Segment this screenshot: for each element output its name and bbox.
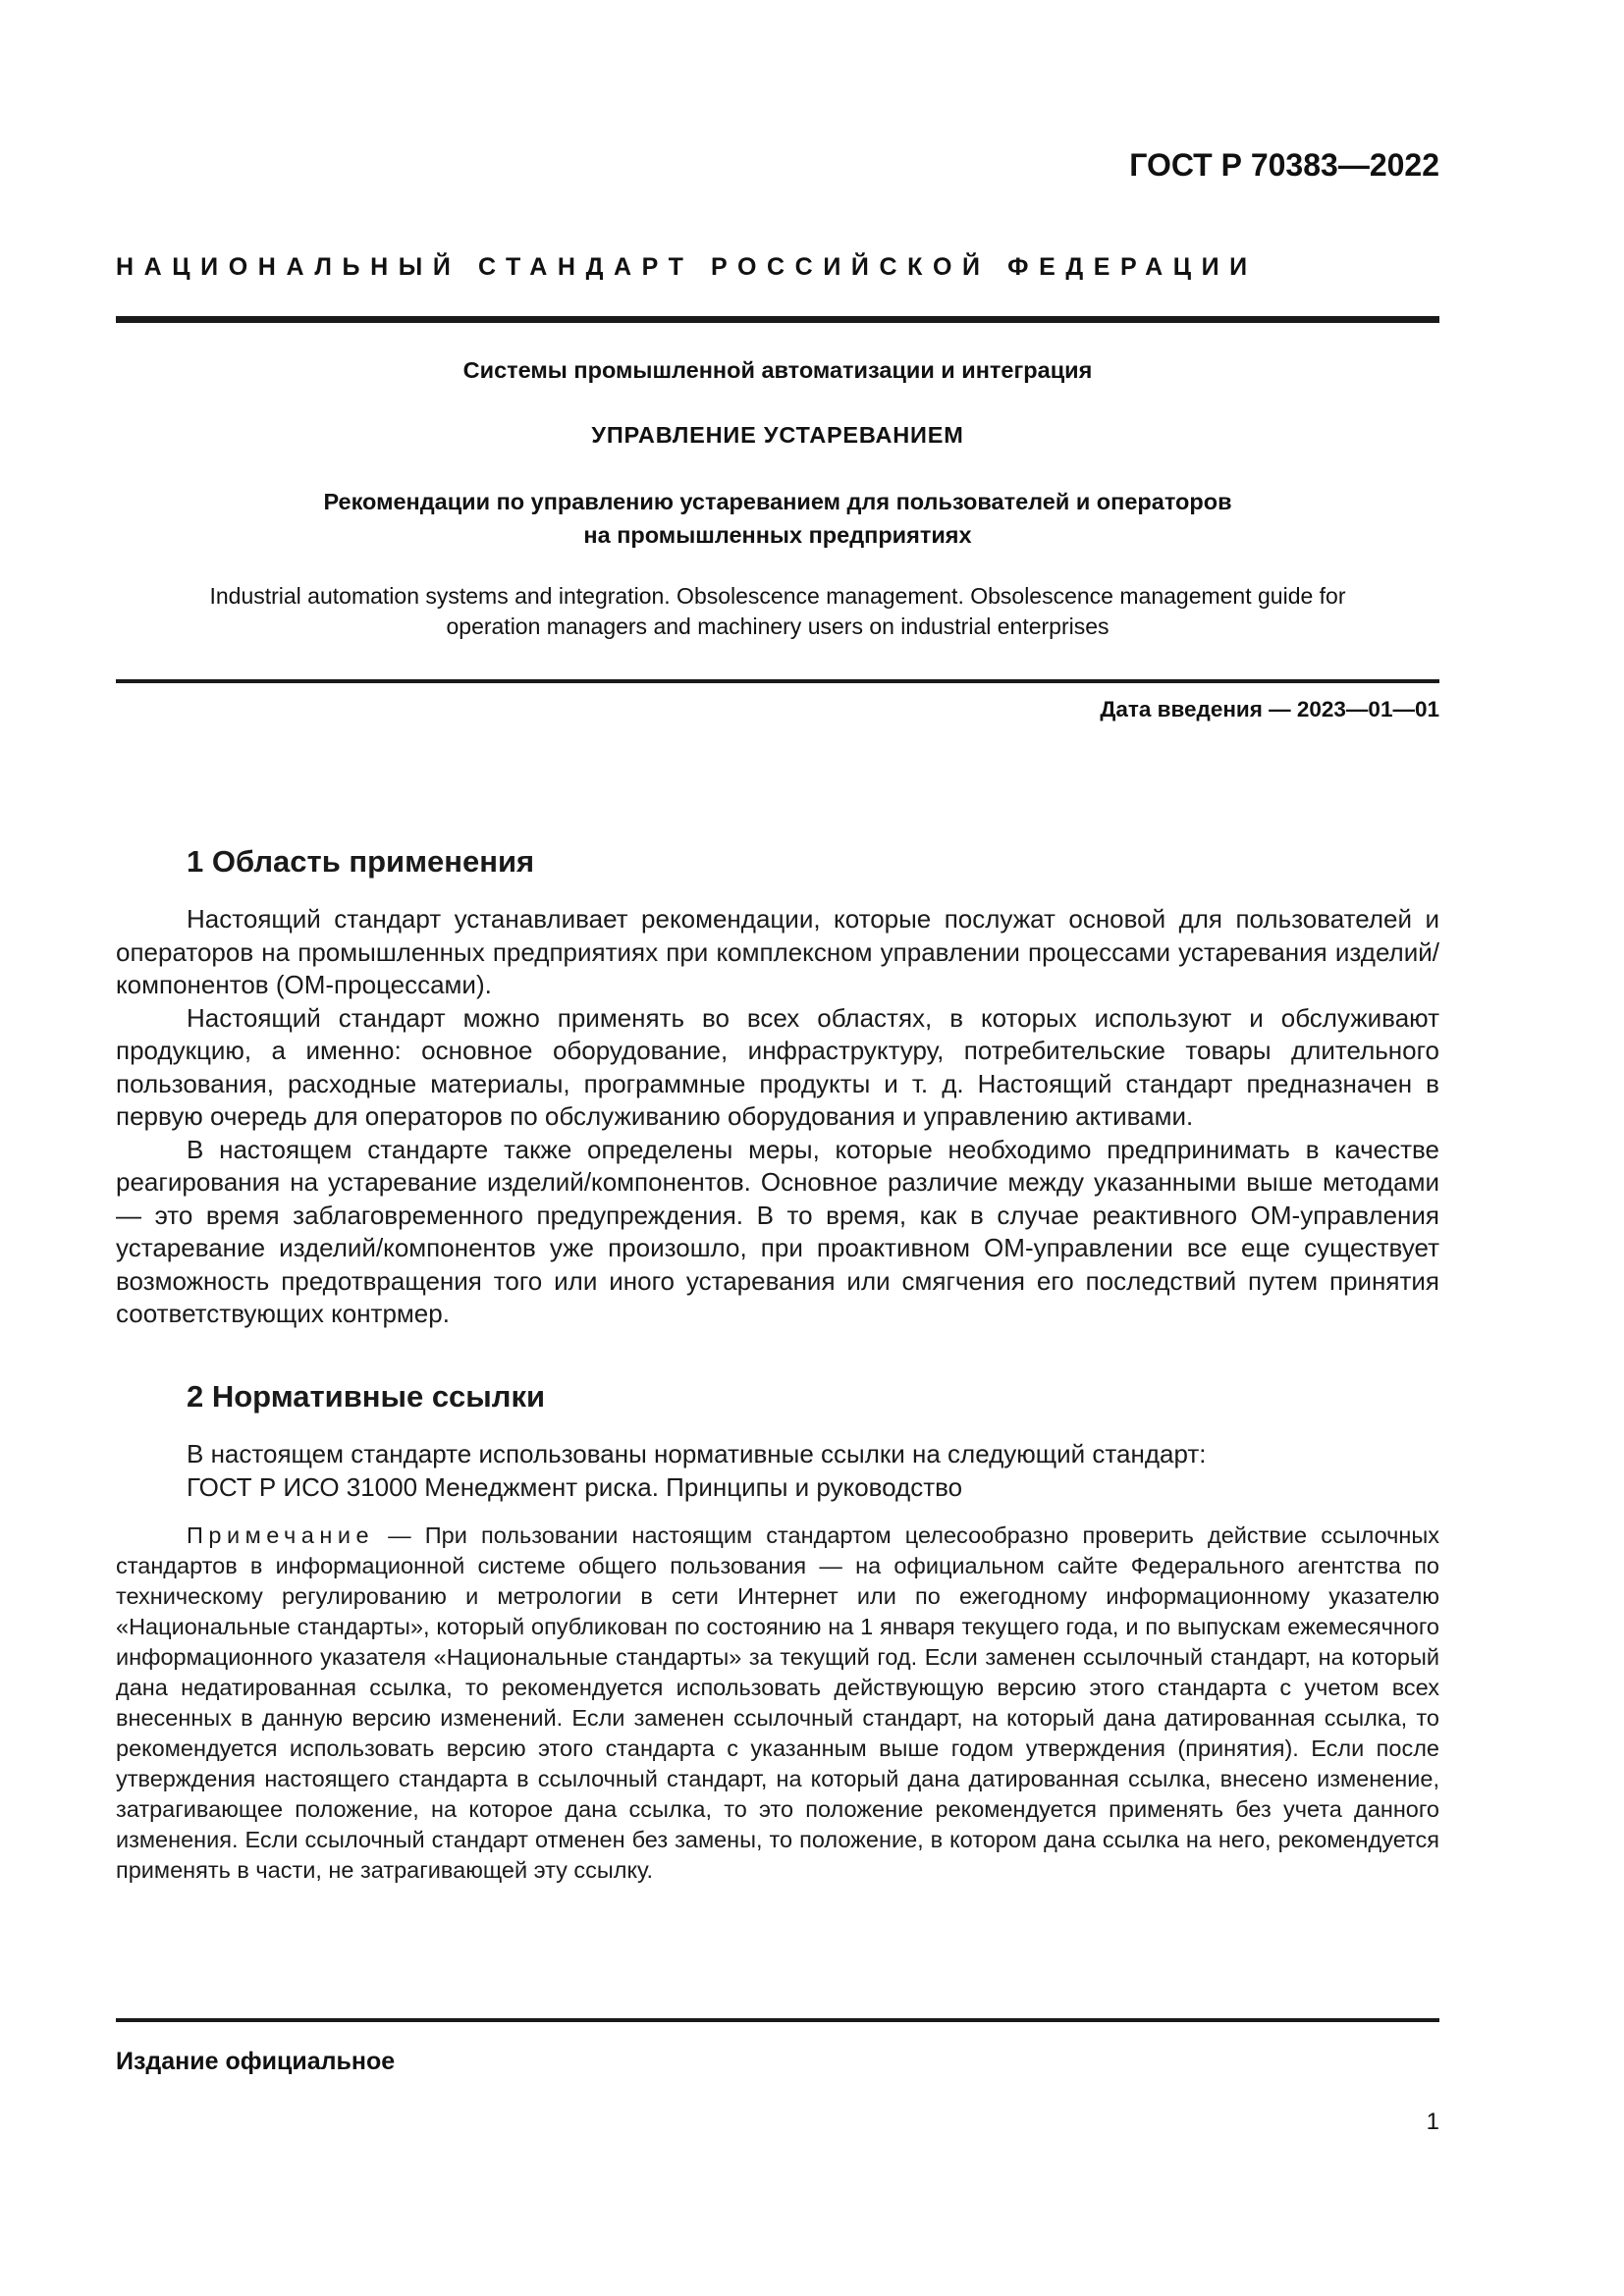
title-divider <box>116 679 1439 683</box>
note-text: — При пользовании настоящим стандартом целесообразно проверить действие ссылочных стандартов в информационной системе общего пользования — на официальном сайте Федерального агентства по техническому регулированию и метрологии в сети Интернет или по ежегодному информационному указателю «Национальные стандарты», который опубликован по состоянию на 1 января текущего года, и по выпускам ежемесячного информационного указателя «Национальные стандарты» за текущий год. Если заменен ссылочный стандарт, на который дана недатированная ссылка, то рекомендуется использовать действующую версию этого стандарта с учетом всех внесенных в данную версию изменений. Если заменен ссылочный стандарт, на который дана датированная ссылка, то рекомендуется использовать версию этого стандарта с указанным выше годом утверждения (принятия). Если после утверждения настоящего стандарта в ссылочный стандарт, на который дана датированная ссылка, внесено изменение, затрагивающее положение, на которое дана ссылка, то это положение рекомендуется применять без учета данного изменения. Если ссылочный стандарт отменен без замены, то положение, в котором дана ссылка на него, рекомендуется применять в части, не затрагивающей эту ссылку. <box>116 1522 1439 1883</box>
footer-divider <box>116 2018 1439 2022</box>
section-2-body <box>116 1438 1439 1504</box>
note-paragraph <box>116 1521 1439 1886</box>
official-edition-label: Издание официальное <box>116 2048 396 2075</box>
section-2-note <box>116 1521 1439 1886</box>
page-number: 1 <box>1426 2109 1439 2135</box>
sub-title <box>116 485 1439 552</box>
series-title: Системы промышленной автоматизации и интеграция <box>462 357 1093 383</box>
section-2-reference: ГОСТ Р ИСО 31000 Менеджмент риска. Принципы и руководство <box>187 1471 963 1502</box>
section-1-body <box>116 903 1439 1331</box>
section-1-heading: 1 Область применения <box>187 844 535 879</box>
english-title-line-1: Industrial automation systems and integration. Obsolescence management. Obsolescence management guide for <box>209 583 1346 609</box>
note-label: Примечание <box>187 1522 375 1548</box>
english-title <box>116 581 1439 642</box>
document-number: ГОСТ Р 70383—2022 <box>1129 147 1439 183</box>
introduction-date: Дата введения — 2023—01—01 <box>1100 697 1439 721</box>
section-2-heading: 2 Нормативные ссылки <box>187 1379 546 1414</box>
section-1-paragraph-2: Настоящий стандарт можно применять во всех областях, в которых используют и обслуживают продукцию, а именно: основное оборудование, инфраструктуру, потребительские товары длительного пользования, расходные материалы, программные продукты и т. д. Настоящий стандарт предназначен в первую очередь для операторов по обслуживанию оборудования и управлению активами. <box>116 1002 1439 1131</box>
header-divider <box>116 316 1439 323</box>
section-1-paragraph-3: В настоящем стандарте также определены меры, которые необходимо предпринимать в качестве реагирования на устаревание изделий/компонентов. Основное различие между указанными выше методами — это время заблаговременного предупреждения. В то время, как в случае реактивного ОМ-управления устаревание изделий/компонентов уже произошло, при проактивном ОМ-управлении все еще существует возможность предотвращения того или иного устаревания или смягчения его последствий путем принятия соответствующих контрмер. <box>116 1134 1439 1328</box>
sub-title-line-2: на промышленных предприятиях <box>583 522 972 548</box>
section-1-paragraph-1: Настоящий стандарт устанавливает рекомендации, которые послужат основой для пользователей и операторов на промышленных предприятиях при комплексном управлении процессами устаревания изделий/компонентов (ОМ-процессами). <box>116 904 1439 999</box>
english-title-line-2: operation managers and machinery users on industrial enterprises <box>446 614 1110 639</box>
sub-title-line-1: Рекомендации по управлению устареванием для пользователей и операторов <box>323 489 1232 514</box>
national-standard-title: НАЦИОНАЛЬНЫЙ СТАНДАРТ РОССИЙСКОЙ ФЕДЕРАЦИИ <box>116 253 1258 281</box>
section-2-paragraph-1: В настоящем стандарте использованы нормативные ссылки на следующий стандарт: <box>187 1439 1207 1468</box>
main-title: УПРАВЛЕНИЕ УСТАРЕВАНИЕМ <box>591 422 964 448</box>
